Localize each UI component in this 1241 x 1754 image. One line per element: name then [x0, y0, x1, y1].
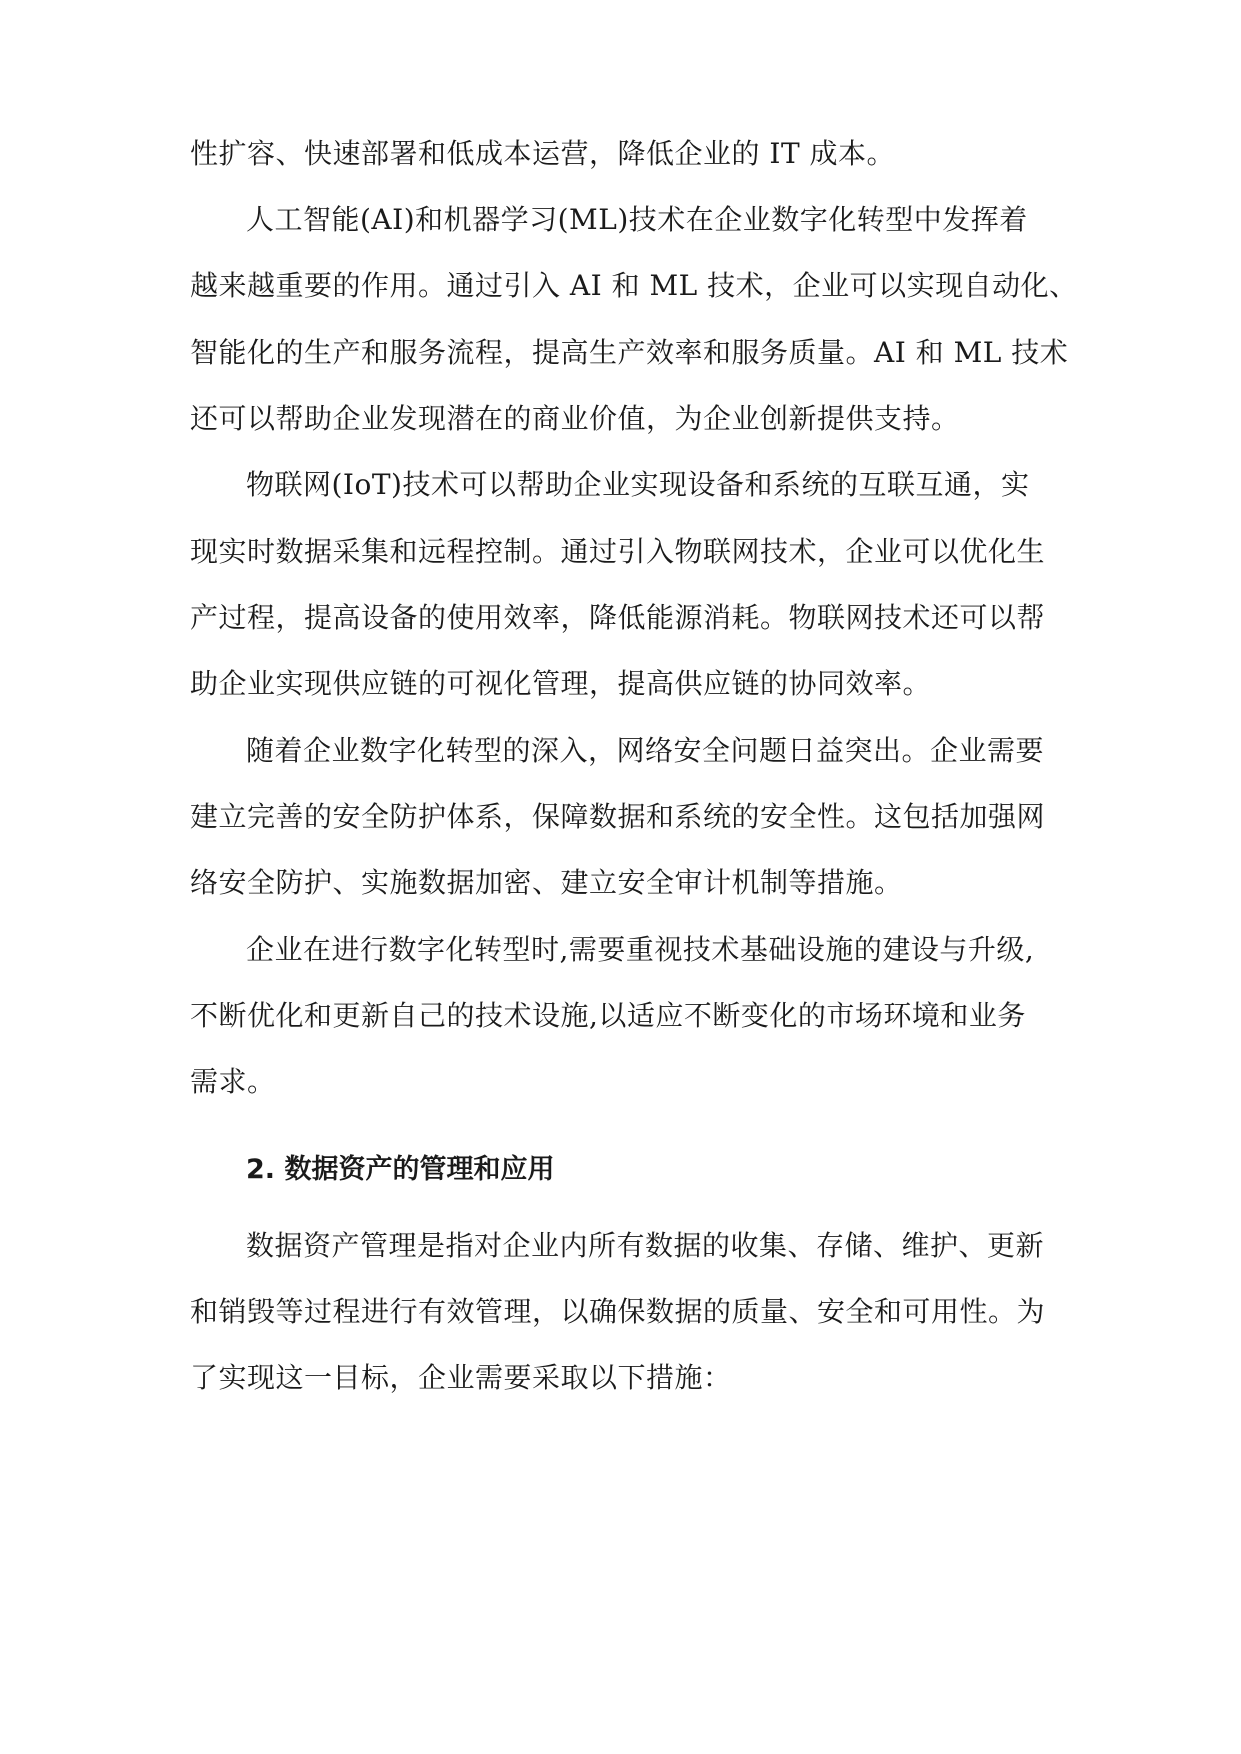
paragraph-line: 性扩容、快速部署和低成本运营，降低企业的 IT 成本。 — [190, 137, 896, 170]
paragraph-line: 现实时数据采集和远程控制。通过引入物联网技术，企业可以优化生 — [190, 535, 1046, 568]
paragraph-line: 了实现这一目标，企业需要采取以下措施： — [190, 1361, 732, 1394]
paragraph-line: 不断优化和更新自己的技术设施,以适应不断变化的市场环境和业务 — [190, 999, 1026, 1032]
paragraph-line: 需求。 — [190, 1065, 276, 1098]
paragraph-line: 物联网(IoT)技术可以帮助企业实现设备和系统的互联互通，实 — [246, 468, 1030, 501]
paragraph-line: 智能化的生产和服务流程，提高生产效率和服务质量。AI 和 ML 技术 — [190, 336, 1069, 369]
section-heading: 2. 数据资产的管理和应用 — [246, 1154, 555, 1185]
paragraph-line: 络安全防护、实施数据加密、建立安全审计机制等措施。 — [190, 866, 903, 899]
paragraph-line: 企业在进行数字化转型时,需要重视技术基础设施的建设与升级, — [246, 933, 1035, 966]
paragraph-line: 和销毁等过程进行有效管理，以确保数据的质量、安全和可用性。为 — [190, 1295, 1046, 1328]
paragraph-line: 人工智能(AI)和机器学习(ML)技术在企业数字化转型中发挥着 — [246, 203, 1028, 236]
paragraph-line: 产过程，提高设备的使用效率，降低能源消耗。物联网技术还可以帮 — [190, 601, 1046, 634]
paragraph-line: 数据资产管理是指对企业内所有数据的收集、存储、维护、更新 — [246, 1229, 1045, 1262]
paragraph-line: 建立完善的安全防护体系，保障数据和系统的安全性。这包括加强网 — [190, 800, 1046, 833]
paragraph-line: 越来越重要的作用。通过引入 AI 和 ML 技术，企业可以实现自动化、 — [190, 269, 1078, 302]
paragraph-line: 还可以帮助企业发现潜在的商业价值，为企业创新提供支持。 — [190, 402, 960, 435]
paragraph-line: 助企业实现供应链的可视化管理，提高供应链的协同效率。 — [190, 667, 932, 700]
paragraph-line: 随着企业数字化转型的深入，网络安全问题日益突出。企业需要 — [246, 734, 1045, 767]
